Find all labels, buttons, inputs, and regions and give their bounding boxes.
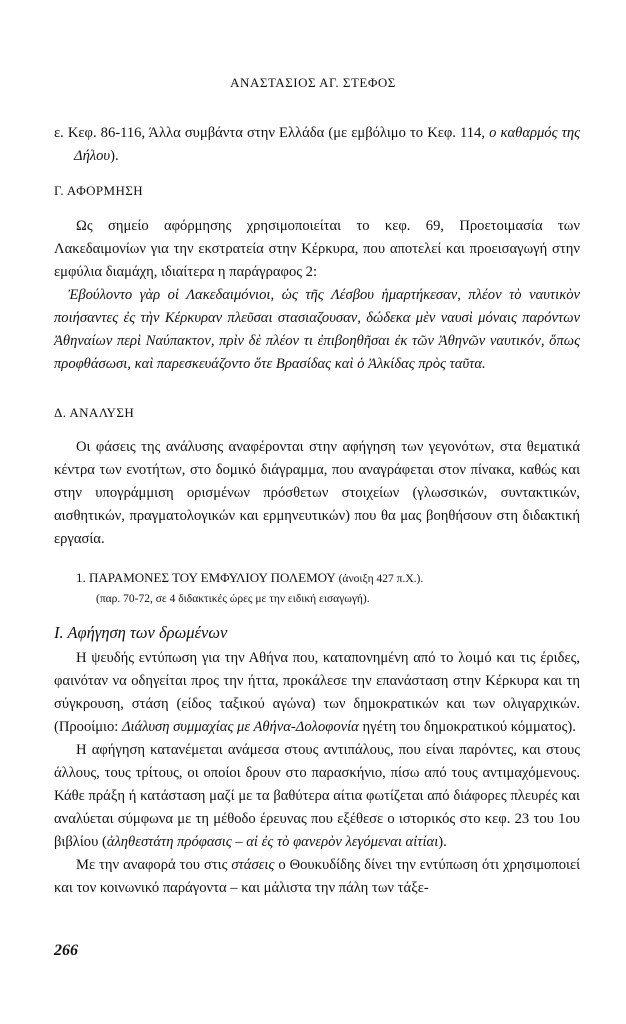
subsection-1-note: (παρ. 70-72, σε 4 διδακτικές ώρες με την ειδική εισαγωγή). xyxy=(96,593,370,605)
section-g-intro: Ως σημείο αφόρμησης χρησιμοποιείται το κεφ. 69, Προετοιμασία των Λακεδαιμονίων για την εκστρατεία στην Κέρκυρα, που αποτελεί και προεισαγωγή στην εμφύλια διαμάχη, ιδιαίτερα η παράγραφος 2: xyxy=(54,218,580,280)
narrative-p3-a: Με την αναφορά του στις xyxy=(76,857,228,873)
subsection-1-date: (άνοιξη 427 π.Χ.). xyxy=(338,573,424,585)
section-g-heading: Γ. ΑΦΟΡΜΗΣΗ xyxy=(54,183,144,198)
narrative-p2-italic: ἀληθεστάτη πρόφασις – αἱ ἐς τὸ φανερὸν λεγόμεναι αἰτίαι xyxy=(106,834,439,850)
subsection-1 xyxy=(54,568,580,609)
narrative-p3-b: ο Θουκυδίδης δίνει την εντύπωση ότι χρησιμοποιεί και τον κοινωνικό παράγοντα – και μάλιστα την πάλη των τάξε- xyxy=(54,857,580,896)
section-d-heading: Δ. ΑΝΑΛΥΣΗ xyxy=(54,405,135,420)
section-d-text: Οι φάσεις της ανάλυσης αναφέρονται στην αφήγηση των γεγονότων, στα θεματικά κέντρα των ενοτήτων, στο δομικό διάγραμμα, που αναγράφεται στον πίνακα, καθώς και στην υπογράμμιση ορισμένων πρόσθετων στοιχείων (γλωσσικών, συντακτικών, αισθητικών, πραγματολογικών και ερμηνευτικών) που θα μας βοηθήσουν στη διδακτική εργασία. xyxy=(54,439,580,547)
narrative-p1-b: ηγέτη του δημοκρατικού κόμματος). xyxy=(362,719,576,735)
section-g-quote: Ἐβούλοντο γὰρ οἱ Λακεδαιμόνιοι, ὡς τῆς Λέσβου ἡμαρτήκεσαν, πλέον τὸ ναυτικὸν ποιήσαντες ἐς τὴν Κέρκυραν πλεῦσαι στασιαζουσαν, δώδεκα μὲν ναυσὶ μόναις παρόντων Ἀθηναίων περὶ Ναύπακτον, πρὶν δὲ πλέον τι ἐπιβοηθῆσαι ἐκ τῶν Ἀθηνῶν ναυτικόν, ὅπως προφθάσωσι, καὶ παρεσκευάζοντο ὅτε Βρασίδας καὶ ὁ Ἀλκίδας πρὸς ταῦτα. xyxy=(54,287,580,372)
item-e-close: ). xyxy=(110,148,119,164)
item-e-main: ε. Κεφ. 86-116, Άλλα συμβάντα στην Ελλάδα (με εμβόλιμο το Κεφ. 114, xyxy=(54,125,486,141)
item-e-italic: ο καθαρμός της Δήλου xyxy=(74,125,580,164)
running-head: ΑΝΑΣΤΑΣΙΟΣ ΑΓ. ΣΤΕΦΟΣ xyxy=(230,75,396,90)
narrative-title: Ι. Αφήγηση των δρωμένων xyxy=(54,623,228,642)
narrative-p1 xyxy=(54,647,580,739)
section-d-body xyxy=(54,436,580,551)
narrative-p2-a: Η αφήγηση κατανέμεται ανάμεσα στους αντιπάλους, που είναι παρόντες, και στους άλλους, τους τρίτους, οι οποίοι δρουν στο παρασκήνιο, πίσω από τους αντιμαχόμενους. Κάθε πράξη ή κατάσταση μαζί με τα βαθύτερα αίτια φωτίζεται από διάφορες πλευρές και αναλύεται σύμφωνα με τη μέθοδο έρευνας που εξέθεσε ο ιστορικός στο κεφ. 23 του 1ου βιβλίου ( xyxy=(54,742,580,850)
narrative-p1-italic: Διάλυση συμμαχίας με Αθήνα-Δολοφονία xyxy=(121,719,359,735)
narrative-p3 xyxy=(54,854,580,900)
narrative-body xyxy=(54,647,580,900)
subsection-1-title-line xyxy=(54,568,580,589)
section-g-body xyxy=(54,215,580,376)
page-number: 266 xyxy=(54,942,78,959)
narrative-p2 xyxy=(54,739,580,854)
narrative-p1-a: Η ψευδής εντύπωση για την Αθήνα που, καταπονημένη από το λοιμό και τις έριδες, φαινόταν να οδηγείται προς την ήττα, προκάλεσε την επανάσταση στην Κέρκυρα και τη σύγκρουση, στάση (είδος ταξικού αγώνα) των δημοκρατικών και των ολιγαρχικών. (Προοίμιο: xyxy=(54,650,580,735)
subsection-1-title: 1. ΠΑΡΑΜΟΝΕΣ ΤΟΥ ΕΜΦΥΛΙΟΥ ΠΟΛΕΜΟΥ xyxy=(76,570,336,585)
item-e-text xyxy=(54,122,580,168)
item-e xyxy=(54,122,580,168)
narrative-p2-b: ). xyxy=(438,834,447,850)
narrative-p3-italic: στάσεις xyxy=(231,857,275,873)
